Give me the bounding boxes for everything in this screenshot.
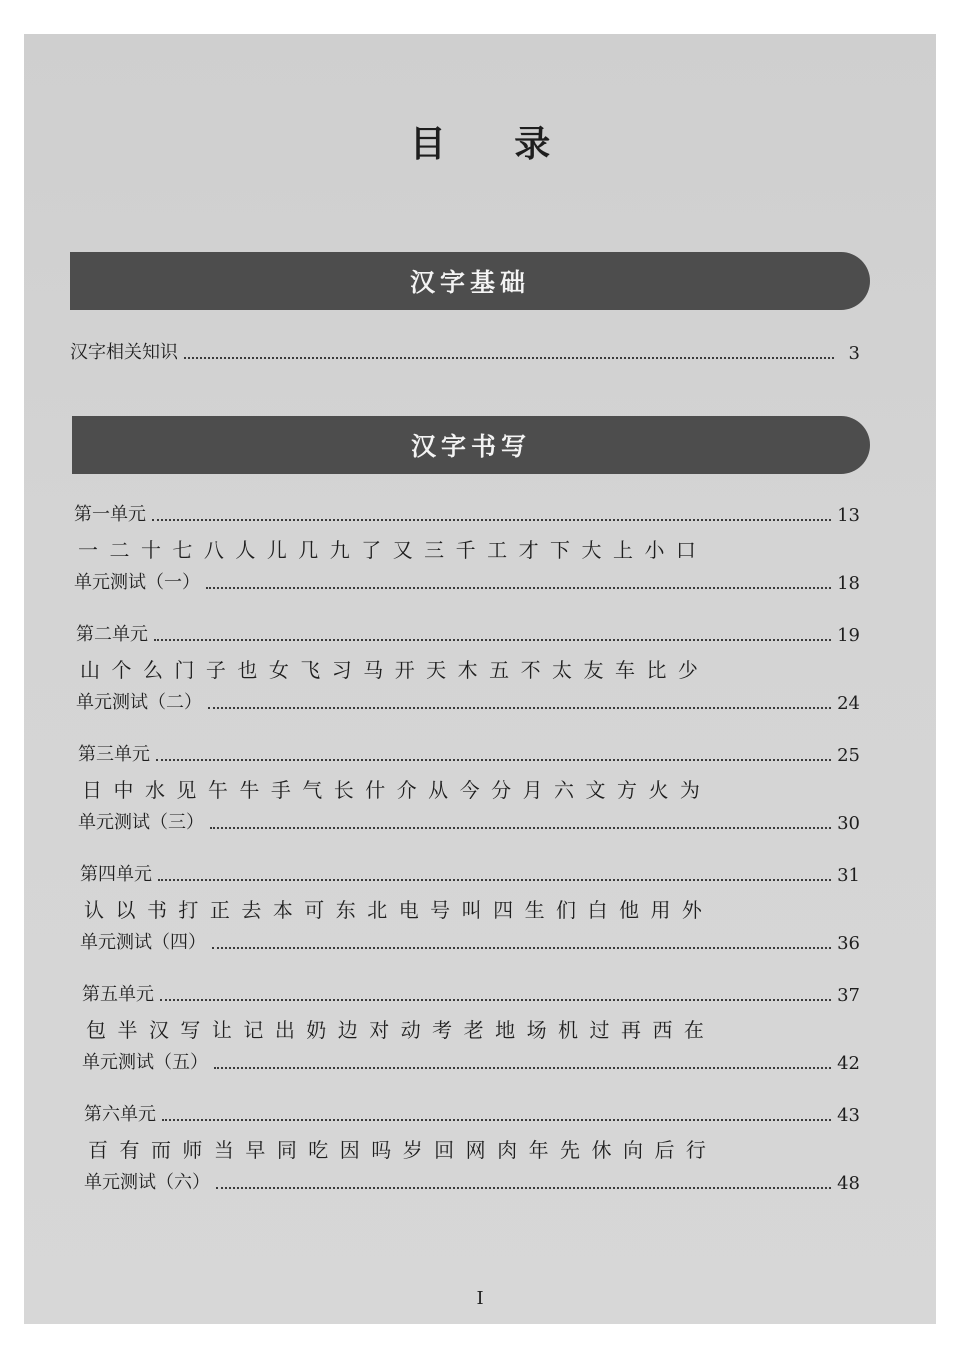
hanzi-character: 马 <box>363 658 384 682</box>
hanzi-character: 包 <box>86 1018 106 1042</box>
toc-entry-page: 43 <box>837 1105 860 1126</box>
hanzi-character: 么 <box>142 658 163 682</box>
hanzi-character: 木 <box>457 658 478 682</box>
hanzi-character: 半 <box>117 1018 138 1042</box>
hanzi-character: 飞 <box>300 658 321 682</box>
hanzi-character: 千 <box>455 538 476 562</box>
toc-entry-page: 30 <box>837 813 860 834</box>
hanzi-character: 以 <box>115 898 136 922</box>
hanzi-character: 机 <box>558 1018 579 1042</box>
dot-leader <box>156 759 831 761</box>
dot-leader <box>154 639 831 641</box>
hanzi-character: 因 <box>339 1138 360 1162</box>
footer-page-number: I <box>476 1288 484 1309</box>
toc-entry-unit-test-4[interactable] <box>80 928 860 954</box>
hanzi-character: 百 <box>88 1138 108 1162</box>
toc-entry-label: 单元测试（二） <box>76 692 202 713</box>
hanzi-character: 气 <box>302 778 323 802</box>
unit-character-row <box>80 774 702 804</box>
toc-entry-label: 第五单元 <box>82 984 154 1005</box>
toc-entry-unit-test-2[interactable] <box>76 688 860 714</box>
hanzi-character: 几 <box>298 538 319 562</box>
dot-leader <box>158 879 831 881</box>
hanzi-character: 个 <box>111 658 132 682</box>
toc-entry-unit-6[interactable] <box>84 1100 860 1126</box>
hanzi-character: 他 <box>618 898 639 922</box>
hanzi-character: 认 <box>84 898 104 922</box>
hanzi-character: 为 <box>679 778 700 802</box>
toc-entry-unit-test-6[interactable] <box>84 1168 860 1194</box>
hanzi-character: 才 <box>518 538 539 562</box>
hanzi-character: 过 <box>589 1018 610 1042</box>
hanzi-character: 十 <box>140 538 161 562</box>
hanzi-character: 习 <box>331 658 352 682</box>
hanzi-character: 女 <box>268 658 289 682</box>
hanzi-character: 岁 <box>402 1138 423 1162</box>
hanzi-character: 月 <box>522 778 543 802</box>
hanzi-character: 号 <box>430 898 451 922</box>
hanzi-character: 网 <box>465 1138 486 1162</box>
hanzi-character: 门 <box>174 658 195 682</box>
page-title: 目 录 <box>409 124 579 165</box>
toc-entry-page: 42 <box>837 1053 860 1074</box>
hanzi-character: 子 <box>205 658 226 682</box>
hanzi-character: 北 <box>367 898 388 922</box>
hanzi-character: 生 <box>524 898 545 922</box>
hanzi-character: 方 <box>616 778 637 802</box>
hanzi-character: 写 <box>180 1018 201 1042</box>
hanzi-character: 下 <box>550 538 571 562</box>
hanzi-character: 可 <box>304 898 325 922</box>
toc-entry-unit-test-1[interactable] <box>74 568 860 594</box>
hanzi-character: 少 <box>677 658 698 682</box>
hanzi-character: 有 <box>119 1138 140 1162</box>
hanzi-character: 向 <box>622 1138 643 1162</box>
hanzi-character: 分 <box>491 778 512 802</box>
hanzi-character: 再 <box>620 1018 641 1042</box>
hanzi-character: 水 <box>144 778 165 802</box>
toc-entry-unit-5[interactable] <box>82 980 860 1006</box>
hanzi-character: 记 <box>243 1018 264 1042</box>
toc-entry-label: 第二单元 <box>76 624 148 645</box>
hanzi-character: 火 <box>648 778 669 802</box>
hanzi-character: 年 <box>528 1138 549 1162</box>
hanzi-character: 二 <box>109 538 130 562</box>
toc-entry-unit-2[interactable] <box>76 620 860 646</box>
hanzi-character: 后 <box>654 1138 675 1162</box>
hanzi-character: 场 <box>526 1018 547 1042</box>
section-banner-hanzi-basics: 汉字基础 <box>70 252 870 310</box>
dot-leader <box>214 1067 831 1069</box>
hanzi-character: 东 <box>335 898 356 922</box>
hanzi-character: 山 <box>80 658 100 682</box>
hanzi-character: 也 <box>237 658 258 682</box>
section-banner-hanzi-writing: 汉字书写 <box>72 416 870 474</box>
hanzi-character: 汉 <box>148 1018 169 1042</box>
hanzi-character: 们 <box>556 898 577 922</box>
hanzi-character: 日 <box>82 778 102 802</box>
toc-entry-page: 13 <box>837 505 860 526</box>
hanzi-character: 小 <box>644 538 665 562</box>
hanzi-character: 边 <box>337 1018 358 1042</box>
hanzi-character: 今 <box>459 778 480 802</box>
hanzi-character: 比 <box>646 658 667 682</box>
hanzi-character: 三 <box>424 538 445 562</box>
hanzi-character: 当 <box>213 1138 234 1162</box>
hanzi-character: 午 <box>207 778 228 802</box>
hanzi-character: 肉 <box>497 1138 518 1162</box>
toc-entry-page: 36 <box>837 933 860 954</box>
toc-entry-label: 汉字相关知识 <box>70 342 178 363</box>
toc-entry-unit-test-5[interactable] <box>82 1048 860 1074</box>
hanzi-character: 七 <box>172 538 193 562</box>
hanzi-character: 休 <box>591 1138 612 1162</box>
toc-entry-label: 单元测试（一） <box>74 572 200 593</box>
dot-leader <box>212 947 831 949</box>
hanzi-character: 见 <box>176 778 197 802</box>
hanzi-character: 对 <box>369 1018 390 1042</box>
unit-character-row <box>84 1014 706 1044</box>
hanzi-character: 考 <box>432 1018 453 1042</box>
hanzi-character: 四 <box>493 898 514 922</box>
hanzi-character: 老 <box>463 1018 484 1042</box>
hanzi-character: 书 <box>146 898 167 922</box>
hanzi-character: 工 <box>487 538 508 562</box>
hanzi-character: 八 <box>203 538 224 562</box>
hanzi-character: 友 <box>583 658 604 682</box>
toc-entry-label: 单元测试（三） <box>78 812 204 833</box>
hanzi-character: 西 <box>652 1018 673 1042</box>
hanzi-character: 九 <box>329 538 350 562</box>
hanzi-character: 同 <box>276 1138 297 1162</box>
toc-entry-label: 单元测试（四） <box>80 932 206 953</box>
dot-leader <box>152 519 831 521</box>
toc-entry-unit-1[interactable] <box>74 500 860 526</box>
toc-entry-page: 3 <box>848 343 860 364</box>
hanzi-character: 先 <box>560 1138 581 1162</box>
dot-leader <box>206 587 831 589</box>
toc-entry-unit-4[interactable] <box>80 860 860 886</box>
hanzi-character: 吗 <box>371 1138 392 1162</box>
hanzi-character: 什 <box>365 778 386 802</box>
dot-leader <box>208 707 831 709</box>
toc-entry-label: 第一单元 <box>74 504 146 525</box>
book-page <box>24 34 936 1324</box>
dot-leader <box>162 1119 831 1121</box>
toc-entry-page: 18 <box>837 573 860 594</box>
hanzi-character: 而 <box>150 1138 171 1162</box>
hanzi-character: 大 <box>581 538 602 562</box>
hanzi-character: 长 <box>333 778 354 802</box>
hanzi-character: 上 <box>612 538 633 562</box>
toc-entry-page: 31 <box>837 865 860 886</box>
hanzi-character: 打 <box>178 898 199 922</box>
toc-entry-page: 48 <box>837 1173 860 1194</box>
hanzi-character: 去 <box>241 898 262 922</box>
hanzi-character: 电 <box>398 898 419 922</box>
hanzi-character: 早 <box>245 1138 266 1162</box>
hanzi-character: 外 <box>681 898 702 922</box>
toc-entry-page: 24 <box>837 693 860 714</box>
toc-entry-label: 单元测试（六） <box>84 1172 210 1193</box>
unit-character-row <box>82 894 704 924</box>
hanzi-character: 用 <box>650 898 671 922</box>
hanzi-character: 介 <box>396 778 417 802</box>
hanzi-character: 牛 <box>239 778 260 802</box>
hanzi-character: 白 <box>587 898 608 922</box>
hanzi-character: 师 <box>182 1138 203 1162</box>
dot-leader <box>216 1187 831 1189</box>
dot-leader <box>210 827 831 829</box>
dot-leader <box>184 357 834 359</box>
hanzi-character: 五 <box>489 658 510 682</box>
hanzi-character: 从 <box>428 778 449 802</box>
toc-entry-label: 单元测试（五） <box>82 1052 208 1073</box>
toc-entry-label: 第四单元 <box>80 864 152 885</box>
hanzi-character: 车 <box>614 658 635 682</box>
hanzi-character: 一 <box>78 538 98 562</box>
hanzi-character: 出 <box>274 1018 295 1042</box>
toc-entry-hanzi-knowledge[interactable] <box>70 338 860 364</box>
toc-entry-label: 第六单元 <box>84 1104 156 1125</box>
hanzi-character: 又 <box>392 538 413 562</box>
hanzi-character: 回 <box>434 1138 455 1162</box>
hanzi-character: 让 <box>211 1018 232 1042</box>
hanzi-character: 人 <box>235 538 256 562</box>
hanzi-character: 手 <box>270 778 291 802</box>
hanzi-character: 动 <box>400 1018 421 1042</box>
unit-character-row <box>86 1134 708 1164</box>
hanzi-character: 开 <box>394 658 415 682</box>
toc-entry-page: 25 <box>837 745 860 766</box>
hanzi-character: 本 <box>272 898 293 922</box>
hanzi-character: 了 <box>361 538 382 562</box>
hanzi-character: 在 <box>683 1018 704 1042</box>
hanzi-character: 中 <box>113 778 134 802</box>
hanzi-character: 吃 <box>308 1138 329 1162</box>
dot-leader <box>160 999 831 1001</box>
hanzi-character: 不 <box>520 658 541 682</box>
hanzi-character: 叫 <box>461 898 482 922</box>
hanzi-character: 文 <box>585 778 606 802</box>
toc-entry-unit-3[interactable] <box>78 740 860 766</box>
hanzi-character: 天 <box>426 658 447 682</box>
hanzi-character: 六 <box>554 778 575 802</box>
hanzi-character: 太 <box>552 658 573 682</box>
unit-character-row <box>78 654 700 684</box>
toc-entry-label: 第三单元 <box>78 744 150 765</box>
hanzi-character: 正 <box>209 898 230 922</box>
hanzi-character: 行 <box>685 1138 706 1162</box>
toc-entry-page: 19 <box>837 625 860 646</box>
unit-character-row <box>76 534 698 564</box>
hanzi-character: 地 <box>495 1018 516 1042</box>
hanzi-character: 口 <box>675 538 696 562</box>
toc-entry-page: 37 <box>837 985 860 1006</box>
hanzi-character: 儿 <box>266 538 287 562</box>
toc-entry-unit-test-3[interactable] <box>78 808 860 834</box>
hanzi-character: 奶 <box>306 1018 327 1042</box>
